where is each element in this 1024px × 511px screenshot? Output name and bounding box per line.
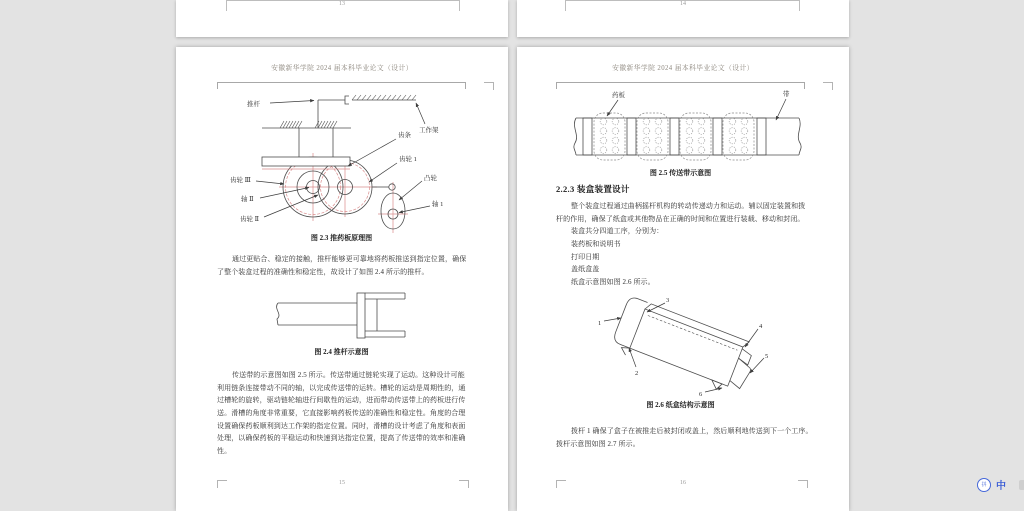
margin-corner-mark: [823, 82, 833, 90]
section-heading-2-2-3: 2.2.3 装盒装置设计: [556, 184, 630, 194]
fig26-callout-3: 3: [666, 297, 670, 304]
fig26-callout-1: 1: [598, 320, 602, 327]
fig-2-4-push-rod-drawing: [256, 285, 426, 343]
ime-indicator: [977, 477, 1006, 492]
fig-2-6-carton-structure-drawing: [577, 292, 797, 398]
cam-assembly: [373, 182, 409, 233]
paragraph: 通过更贴合、稳定的接触，推杆能够更可靠地将药板推送到指定位置，确保 了整个装盒过程的准确性和稳定性，故设计了如图 2.4 所示的推杆。: [217, 255, 467, 276]
fig23-label-gear1: 齿轮 1: [399, 156, 417, 163]
paragraph: 整个装盒过程通过曲柄摇杆机构的转动传递动力和运动。辅以固定装置和拨 杆的作用，确保了纸盒或其他物品在正确的时间和位置进行装载、移动和封闭。 装盒共分四道工序，分别为： 装药板和说明书 打印日期 盖纸盒盖 纸盒示意图如图 2.6 所示。: [556, 202, 806, 287]
page-header-title: 安徽新华学院 2024 届本科毕业论文（设计）: [271, 65, 413, 72]
page-number: 14: [680, 1, 686, 7]
fig-2-5-caption: 图 2.5 传送带示意图: [649, 169, 712, 177]
carton-box: [609, 296, 760, 400]
fig23-label-push-rod: 推杆: [247, 101, 260, 108]
page-14-footer-strip[interactable]: [517, 0, 849, 37]
fig23-label-rack: 齿条: [398, 132, 411, 139]
fig26-callout-4: 4: [759, 323, 763, 330]
fig26-callout-5: 5: [765, 353, 769, 360]
blister-packs: [594, 113, 754, 160]
fig23-label-shaft2: 轴 Ⅱ: [241, 196, 254, 203]
fig23-label-shaft1: 轴 1: [432, 201, 444, 208]
page-number: 16: [680, 480, 686, 486]
paragraph: 拨杆 1 确保了盒子在被推走后被封闭或盖上，然后顺利地传送到下一个工序。 拨杆示意图如图 2.7 所示。: [556, 427, 813, 448]
fig25-label-belt: 带: [783, 91, 790, 98]
fig23-label-gear3: 齿轮 Ⅲ: [230, 177, 251, 184]
fig23-label-gear2: 齿轮 Ⅱ: [240, 216, 260, 223]
ime-chinese-mode-label[interactable]: 中: [996, 481, 1006, 492]
fig-2-4-caption: 图 2.4 推杆示意图: [314, 348, 369, 356]
fig-2-3-caption: 图 2.3 推药板原理图: [310, 234, 373, 242]
fig26-callout-6: 6: [699, 391, 703, 398]
margin-corner-mark: [484, 82, 494, 90]
ime-pinyin-icon[interactable]: 拼: [977, 478, 991, 492]
fig-2-6-caption: 图 2.6 纸盒结构示意图: [646, 401, 715, 409]
header-underline: [217, 82, 466, 90]
page-number: 15: [339, 480, 345, 486]
fig-2-5-conveyor-belt-drawing: [562, 85, 807, 167]
paragraph: 传送带的示意图如图 2.5 所示。传送带通过链轮实现了运动。这种设计可能 利用链条连接带动不同的轴，以完成传送带的运转。槽轮的运动是周期性的，通 过槽轮的旋转，驱动链轮轴进行间歇性的运动，进而带动传送带上的药板进行传 送。滑槽的角度非常重要，它直接影响药板传送的准确性和稳定性。角度的合理 设置确保药板顺利到达工作架的指定位置。同时，滑槽的设计考虑了角度和表面 处理，以确保药板的平稳运动和快速到达指定位置，提高了传送带的效率和准确 性。: [217, 371, 466, 456]
page-13-footer-strip[interactable]: [176, 0, 508, 37]
ime-keyboard-icon[interactable]: [1019, 480, 1024, 490]
fig23-label-cam: 凸轮: [424, 175, 437, 182]
fig25-label-blister: 药板: [612, 92, 625, 99]
document-page-15[interactable]: [176, 47, 508, 511]
fig26-callout-2: 2: [635, 370, 639, 377]
document-page-16[interactable]: [517, 47, 849, 511]
page-header-title: 安徽新华学院 2024 届本科毕业论文（设计）: [612, 65, 754, 72]
fig-2-3-push-plate-mechanism-drawing: [200, 93, 480, 235]
page-number: 13: [339, 1, 345, 7]
fig23-label-work-frame: 工作架: [419, 127, 439, 134]
